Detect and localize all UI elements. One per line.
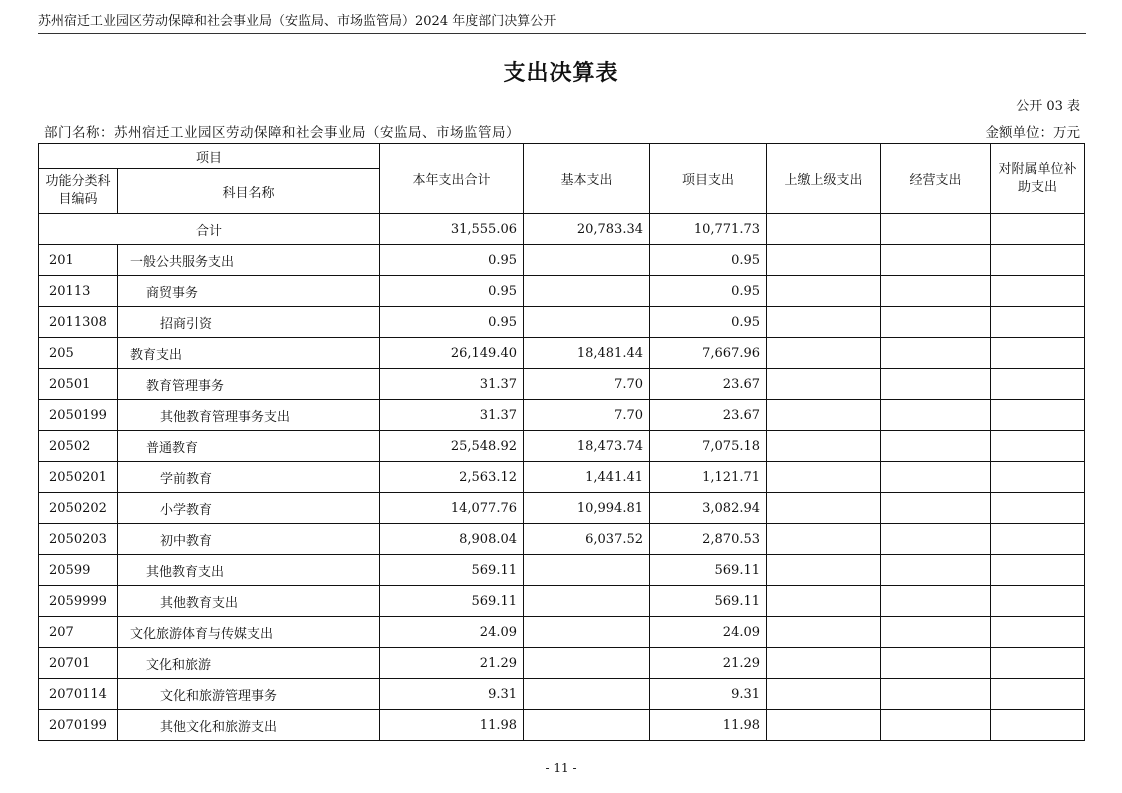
row-total: 11.98: [380, 710, 524, 741]
row-name: 学前教育: [118, 462, 380, 493]
row-business: [881, 648, 991, 679]
row-basic: [524, 617, 650, 648]
row-name: 其他教育管理事务支出: [118, 400, 380, 431]
row-project: 7,667.96: [650, 338, 767, 369]
table-row: [39, 586, 1085, 617]
row-project: 0.95: [650, 276, 767, 307]
row-code: 2050202: [39, 493, 118, 524]
row-code: 2050201: [39, 462, 118, 493]
row-total: 31.37: [380, 400, 524, 431]
row-basic: [524, 555, 650, 586]
row-subsidy: [991, 586, 1085, 617]
row-basic: 7.70: [524, 369, 650, 400]
row-basic: [524, 276, 650, 307]
row-subsidy: [991, 555, 1085, 586]
sum-row: [39, 214, 1085, 245]
row-project: 21.29: [650, 648, 767, 679]
table-row: [39, 555, 1085, 586]
row-basic: [524, 679, 650, 710]
row-name: 文化旅游体育与传媒支出: [118, 617, 380, 648]
row-subsidy: [991, 493, 1085, 524]
row-name: 其他教育支出: [118, 586, 380, 617]
row-basic: [524, 307, 650, 338]
row-business: [881, 307, 991, 338]
header-basic: 基本支出: [524, 144, 650, 214]
row-basic: 1,441.41: [524, 462, 650, 493]
row-upper: [767, 555, 881, 586]
row-basic: 7.70: [524, 400, 650, 431]
row-project: 3,082.94: [650, 493, 767, 524]
table-row: [39, 493, 1085, 524]
row-code: 2059999: [39, 586, 118, 617]
row-name: 小学教育: [118, 493, 380, 524]
row-name: 普通教育: [118, 431, 380, 462]
row-code: 20113: [39, 276, 118, 307]
row-basic: 6,037.52: [524, 524, 650, 555]
row-total: 9.31: [380, 679, 524, 710]
row-upper: [767, 369, 881, 400]
row-upper: [767, 586, 881, 617]
table-row: [39, 617, 1085, 648]
expenditure-table: [38, 143, 1085, 741]
row-subsidy: [991, 400, 1085, 431]
row-name: 文化和旅游管理事务: [118, 679, 380, 710]
row-business: [881, 555, 991, 586]
sum-total: 31,555.06: [380, 214, 524, 245]
table-row: [39, 710, 1085, 741]
row-project: 7,075.18: [650, 431, 767, 462]
row-upper: [767, 462, 881, 493]
row-code: 2070114: [39, 679, 118, 710]
row-total: 569.11: [380, 586, 524, 617]
running-header: 苏州宿迁工业园区劳动保障和社会事业局（安监局、市场监管局）2024 年度部门决算公开: [38, 10, 1086, 34]
row-subsidy: [991, 245, 1085, 276]
row-basic: 10,994.81: [524, 493, 650, 524]
row-business: [881, 679, 991, 710]
page-title: 支出决算表: [503, 61, 619, 86]
row-subsidy: [991, 431, 1085, 462]
row-basic: [524, 710, 650, 741]
row-basic: 18,481.44: [524, 338, 650, 369]
row-project: 23.67: [650, 369, 767, 400]
row-name: 其他文化和旅游支出: [118, 710, 380, 741]
row-name: 招商引资: [118, 307, 380, 338]
table-row: [39, 245, 1085, 276]
row-upper: [767, 493, 881, 524]
table-row: [39, 338, 1085, 369]
row-code: 2050203: [39, 524, 118, 555]
table-row: [39, 648, 1085, 679]
row-code: 20502: [39, 431, 118, 462]
sum-business: [881, 214, 991, 245]
row-subsidy: [991, 276, 1085, 307]
row-upper: [767, 524, 881, 555]
header-business: 经营支出: [881, 144, 991, 214]
row-subsidy: [991, 648, 1085, 679]
row-upper: [767, 307, 881, 338]
row-subsidy: [991, 524, 1085, 555]
header-item: 项目: [39, 144, 380, 169]
row-subsidy: [991, 462, 1085, 493]
row-code: 207: [39, 617, 118, 648]
row-total: 0.95: [380, 276, 524, 307]
table-row: [39, 400, 1085, 431]
page-number: - 11 -: [545, 761, 577, 775]
row-total: 24.09: [380, 617, 524, 648]
sum-project: 10,771.73: [650, 214, 767, 245]
row-code: 205: [39, 338, 118, 369]
row-name: 其他教育支出: [118, 555, 380, 586]
row-subsidy: [991, 710, 1085, 741]
row-total: 31.37: [380, 369, 524, 400]
row-subsidy: [991, 679, 1085, 710]
row-upper: [767, 245, 881, 276]
row-project: 1,121.71: [650, 462, 767, 493]
row-name: 一般公共服务支出: [118, 245, 380, 276]
sum-label: 合计: [39, 214, 380, 245]
row-basic: [524, 648, 650, 679]
table-row: [39, 462, 1085, 493]
row-upper: [767, 648, 881, 679]
row-upper: [767, 431, 881, 462]
row-total: 26,149.40: [380, 338, 524, 369]
row-name: 文化和旅游: [118, 648, 380, 679]
row-subsidy: [991, 369, 1085, 400]
row-business: [881, 338, 991, 369]
table-row: [39, 524, 1085, 555]
row-subsidy: [991, 307, 1085, 338]
row-upper: [767, 617, 881, 648]
row-business: [881, 276, 991, 307]
row-code: 2070199: [39, 710, 118, 741]
row-total: 25,548.92: [380, 431, 524, 462]
department-name: 部门名称：苏州宿迁工业园区劳动保障和社会事业局（安监局、市场监管局）: [44, 125, 520, 141]
row-upper: [767, 710, 881, 741]
row-project: 11.98: [650, 710, 767, 741]
row-subsidy: [991, 338, 1085, 369]
header-code: 功能分类科目编码: [39, 169, 118, 214]
header-name: 科目名称: [118, 169, 380, 214]
table-row: [39, 369, 1085, 400]
row-business: [881, 400, 991, 431]
amount-unit: 金额单位：万元: [985, 125, 1080, 141]
row-code: 20501: [39, 369, 118, 400]
row-name: 商贸事务: [118, 276, 380, 307]
row-name: 初中教育: [118, 524, 380, 555]
table-row: [39, 276, 1085, 307]
row-basic: [524, 586, 650, 617]
header-total: 本年支出合计: [380, 144, 524, 214]
row-business: [881, 369, 991, 400]
row-code: 201: [39, 245, 118, 276]
row-project: 569.11: [650, 555, 767, 586]
table-row: [39, 679, 1085, 710]
row-project: 0.95: [650, 245, 767, 276]
sum-upper: [767, 214, 881, 245]
row-total: 0.95: [380, 245, 524, 276]
row-project: 2,870.53: [650, 524, 767, 555]
row-business: [881, 462, 991, 493]
row-business: [881, 493, 991, 524]
row-name: 教育管理事务: [118, 369, 380, 400]
header-project: 项目支出: [650, 144, 767, 214]
row-business: [881, 524, 991, 555]
row-total: 2,563.12: [380, 462, 524, 493]
row-name: 教育支出: [118, 338, 380, 369]
sum-basic: 20,783.34: [524, 214, 650, 245]
row-total: 569.11: [380, 555, 524, 586]
row-total: 14,077.76: [380, 493, 524, 524]
row-project: 569.11: [650, 586, 767, 617]
row-code: 20701: [39, 648, 118, 679]
form-number: 公开 03 表: [1016, 99, 1080, 114]
row-business: [881, 431, 991, 462]
row-upper: [767, 679, 881, 710]
header-upper: 上缴上级支出: [767, 144, 881, 214]
row-business: [881, 617, 991, 648]
row-total: 8,908.04: [380, 524, 524, 555]
sum-subsidy: [991, 214, 1085, 245]
row-subsidy: [991, 617, 1085, 648]
row-project: 23.67: [650, 400, 767, 431]
row-basic: 18,473.74: [524, 431, 650, 462]
row-business: [881, 245, 991, 276]
row-code: 2011308: [39, 307, 118, 338]
row-project: 0.95: [650, 307, 767, 338]
row-project: 9.31: [650, 679, 767, 710]
table-row: [39, 431, 1085, 462]
table-row: [39, 307, 1085, 338]
row-upper: [767, 276, 881, 307]
row-total: 21.29: [380, 648, 524, 679]
row-upper: [767, 338, 881, 369]
row-upper: [767, 400, 881, 431]
row-code: 20599: [39, 555, 118, 586]
row-business: [881, 710, 991, 741]
row-code: 2050199: [39, 400, 118, 431]
header-subsidy: 对附属单位补助支出: [991, 144, 1085, 214]
row-business: [881, 586, 991, 617]
row-basic: [524, 245, 650, 276]
header-row-1: [39, 144, 1085, 169]
row-project: 24.09: [650, 617, 767, 648]
row-total: 0.95: [380, 307, 524, 338]
